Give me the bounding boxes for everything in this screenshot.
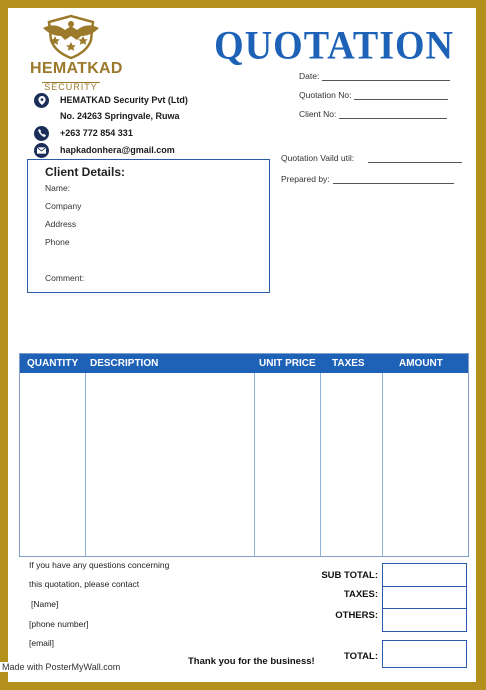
company-contact <box>34 92 188 158</box>
header-amount: AMOUNT <box>399 358 443 369</box>
taxes-box[interactable] <box>382 586 467 609</box>
company-logo <box>30 14 123 95</box>
column-divider <box>320 354 321 556</box>
header-taxes: TAXES <box>332 358 365 369</box>
phone-icon <box>34 126 49 141</box>
valid-until-field <box>281 150 462 163</box>
prepared-by-input-line[interactable] <box>333 174 454 184</box>
others-label: OTHERS: <box>335 610 378 621</box>
contact-row <box>34 125 188 141</box>
company-address: No. 24263 Springvale, Ruwa <box>60 111 180 121</box>
brand-subtitle: SECURITY <box>44 82 98 92</box>
client-comment-label[interactable]: Comment: <box>45 273 85 283</box>
eagle-shield-icon <box>41 14 101 60</box>
taxes-label: TAXES: <box>343 589 378 600</box>
date-input-line[interactable] <box>322 71 450 81</box>
client-name-label[interactable]: Name: <box>45 183 71 193</box>
quotation-no-label: Quotation No: <box>299 90 352 100</box>
location-pin-icon <box>34 93 49 108</box>
column-divider <box>254 354 255 556</box>
brand-name: HEMATKAD <box>30 60 123 77</box>
column-divider <box>382 354 383 556</box>
client-no-label: Client No: <box>299 109 337 119</box>
client-no-input-line[interactable] <box>339 109 447 119</box>
prepared-by-label: Prepared by: <box>281 174 330 184</box>
client-details-heading: Client Details: <box>45 165 126 179</box>
client-details-box <box>27 159 270 293</box>
document-title: QUOTATION <box>214 23 454 69</box>
valid-until-input-line[interactable] <box>368 150 462 163</box>
client-phone-label[interactable]: Phone <box>45 237 70 247</box>
company-phone: +263 772 854 331 <box>60 128 133 138</box>
prepared-by-field <box>281 174 454 184</box>
valid-until-label: Quotation Vaild util: <box>281 153 355 163</box>
header-description: DESCRIPTION <box>90 358 159 369</box>
contact-phone-placeholder: [phone number] <box>29 619 89 629</box>
total-label: TOTAL: <box>344 651 378 662</box>
thank-you-message: Thank you for the business! <box>188 656 315 667</box>
column-divider <box>85 354 86 556</box>
table-header <box>20 354 468 373</box>
email-icon <box>34 143 49 158</box>
contact-note-line1: If you have any questions concerning <box>29 560 170 570</box>
quotation-no-input-line[interactable] <box>354 90 448 100</box>
date-label: Date: <box>299 71 320 81</box>
header-quantity: QUANTITY <box>27 358 79 369</box>
client-company-label[interactable]: Company <box>45 201 82 211</box>
total-box[interactable] <box>382 640 467 668</box>
company-name: HEMATKAD Security Pvt (Ltd) <box>60 95 188 105</box>
contact-row <box>34 142 188 158</box>
company-email: hapkadonhera@gmail.com <box>60 145 175 155</box>
contact-name-placeholder: [Name] <box>31 599 59 609</box>
client-address-label[interactable]: Address <box>45 219 77 229</box>
quotation-page <box>8 8 476 682</box>
date-field <box>299 71 450 81</box>
subtotal-box[interactable] <box>382 563 467 587</box>
client-no-field <box>299 109 447 119</box>
quotation-no-field <box>299 90 448 100</box>
contact-email-placeholder: [email] <box>29 638 55 648</box>
contact-note-line2: this quotation, please contact <box>29 579 140 589</box>
header-unit-price: UNIT PRICE <box>259 358 316 369</box>
contact-row <box>34 108 188 124</box>
watermark: Made with PosterMyWall.com <box>2 662 121 672</box>
contact-row <box>34 92 188 108</box>
subtotal-label: SUB TOTAL: <box>321 570 378 581</box>
others-box[interactable] <box>382 608 467 632</box>
items-table <box>19 353 469 557</box>
